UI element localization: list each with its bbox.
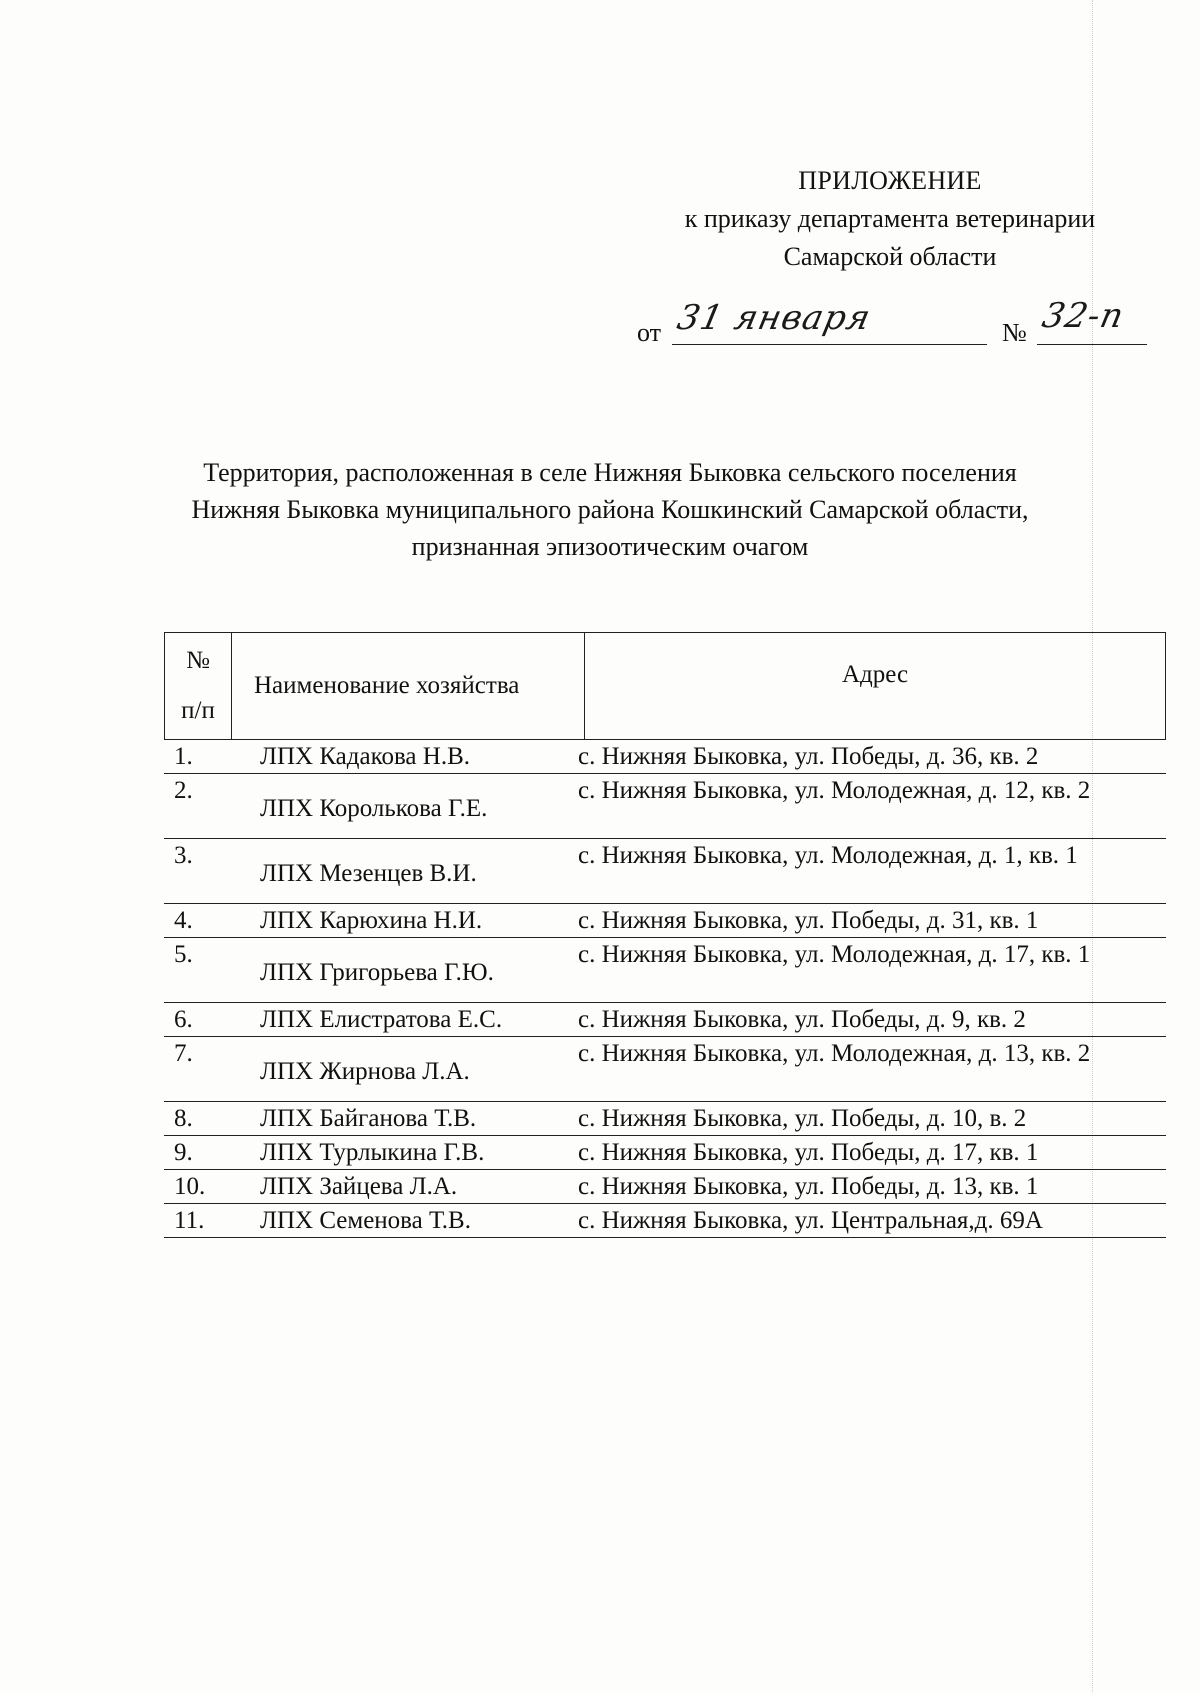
cell-number: 7. (174, 1040, 193, 1067)
cell-address: с. Нижняя Быковка, ул. Победы, д. 36, кв. 2 (578, 743, 1039, 770)
cell-name: ЛПХ Зайцева Л.А. (260, 1173, 458, 1200)
cell-address: с. Нижняя Быковка, ул. Победы, д. 9, кв. 2 (578, 1006, 1026, 1033)
cell-name: ЛПХ Карюхина Н.И. (260, 907, 483, 934)
cell-number: 2. (174, 777, 193, 804)
table-row (164, 1136, 1166, 1170)
heading-line1: Территория, расположенная в селе Нижняя Быковка сельского поселения (203, 458, 1017, 487)
appendix-subtitle-line1: к приказу департамента ветеринарии (684, 204, 1096, 233)
table-row (164, 774, 1166, 839)
handwritten-number: 32-п (1038, 296, 1128, 336)
table-row (164, 839, 1166, 904)
households-table (164, 632, 1166, 1238)
appendix-header (640, 162, 1140, 276)
number-field (1037, 296, 1147, 345)
table-row (164, 938, 1166, 1003)
cell-name: ЛПХ Елистратова Е.С. (260, 1006, 503, 1033)
table-row (164, 1170, 1166, 1204)
table-row (164, 1204, 1166, 1238)
header-number-abbrev: п/п (181, 697, 215, 724)
table-header (164, 632, 1166, 740)
cell-address: с. Нижняя Быковка, ул. Молодежная, д. 17, кв. 1 (578, 941, 1091, 968)
table-row (164, 1037, 1166, 1102)
cell-number: 9. (174, 1139, 193, 1166)
cell-address: с. Нижняя Быковка, ул. Молодежная, д. 1, кв. 1 (578, 842, 1078, 869)
table-row (164, 1102, 1166, 1136)
heading-line2: Нижняя Быковка муниципального района Кошкинский Самарской области, (191, 495, 1029, 524)
cell-number: 3. (174, 842, 193, 869)
header-cell-address: Адрес (841, 661, 909, 688)
handwritten-date: 31 января (673, 298, 875, 338)
cell-address: с. Нижняя Быковка, ул. Победы, д. 10, в. 2 (578, 1105, 1027, 1132)
cell-name: ЛПХ Григорьева Г.Ю. (260, 959, 494, 986)
appendix-title: ПРИЛОЖЕНИЕ (798, 166, 982, 195)
cell-number: 4. (174, 907, 193, 934)
cell-address: с. Нижняя Быковка, ул. Победы, д. 13, кв. 1 (578, 1173, 1039, 1200)
cell-number: 5. (174, 941, 193, 968)
header-cell-name: Наименование хозяйства (232, 633, 585, 739)
cell-name: ЛПХ Байганова Т.В. (260, 1105, 477, 1132)
table-row (164, 740, 1166, 774)
cell-address: с. Нижняя Быковка, ул. Центральная,д. 69А (578, 1207, 1043, 1234)
cell-address: с. Нижняя Быковка, ул. Победы, д. 31, кв. 1 (578, 907, 1039, 934)
order-reference (637, 296, 1157, 350)
appendix-subtitle-line2: Самарской области (783, 242, 997, 271)
cell-number: 1. (174, 743, 193, 770)
table-row (164, 904, 1166, 938)
cell-name: ЛПХ Семенова Т.В. (260, 1207, 471, 1234)
cell-address: с. Нижняя Быковка, ул. Победы, д. 17, кв. 1 (578, 1139, 1039, 1166)
heading-line3: признанная эпизоотическим очагом (411, 532, 809, 561)
cell-name: ЛПХ Королькова Г.Е. (260, 795, 488, 822)
number-label: № (1002, 318, 1027, 347)
document-heading (150, 454, 1070, 565)
cell-name: ЛПХ Мезенцев В.И. (260, 860, 477, 887)
cell-name: ЛПХ Кадакова Н.В. (260, 743, 470, 770)
cell-number: 11. (174, 1207, 205, 1234)
date-label: от (637, 318, 662, 347)
cell-address: с. Нижняя Быковка, ул. Молодежная, д. 12, кв. 2 (578, 777, 1091, 804)
cell-address: с. Нижняя Быковка, ул. Молодежная, д. 13, кв. 2 (578, 1040, 1091, 1067)
cell-number: 10. (174, 1173, 206, 1200)
date-field (672, 298, 987, 345)
cell-name: ЛПХ Турлыкина Г.В. (260, 1139, 485, 1166)
cell-number: 8. (174, 1105, 193, 1132)
table-row (164, 1003, 1166, 1037)
header-number-symbol: № (186, 647, 210, 674)
header-cell-number (165, 633, 232, 739)
cell-number: 6. (174, 1006, 193, 1033)
cell-name: ЛПХ Жирнова Л.А. (260, 1058, 470, 1085)
